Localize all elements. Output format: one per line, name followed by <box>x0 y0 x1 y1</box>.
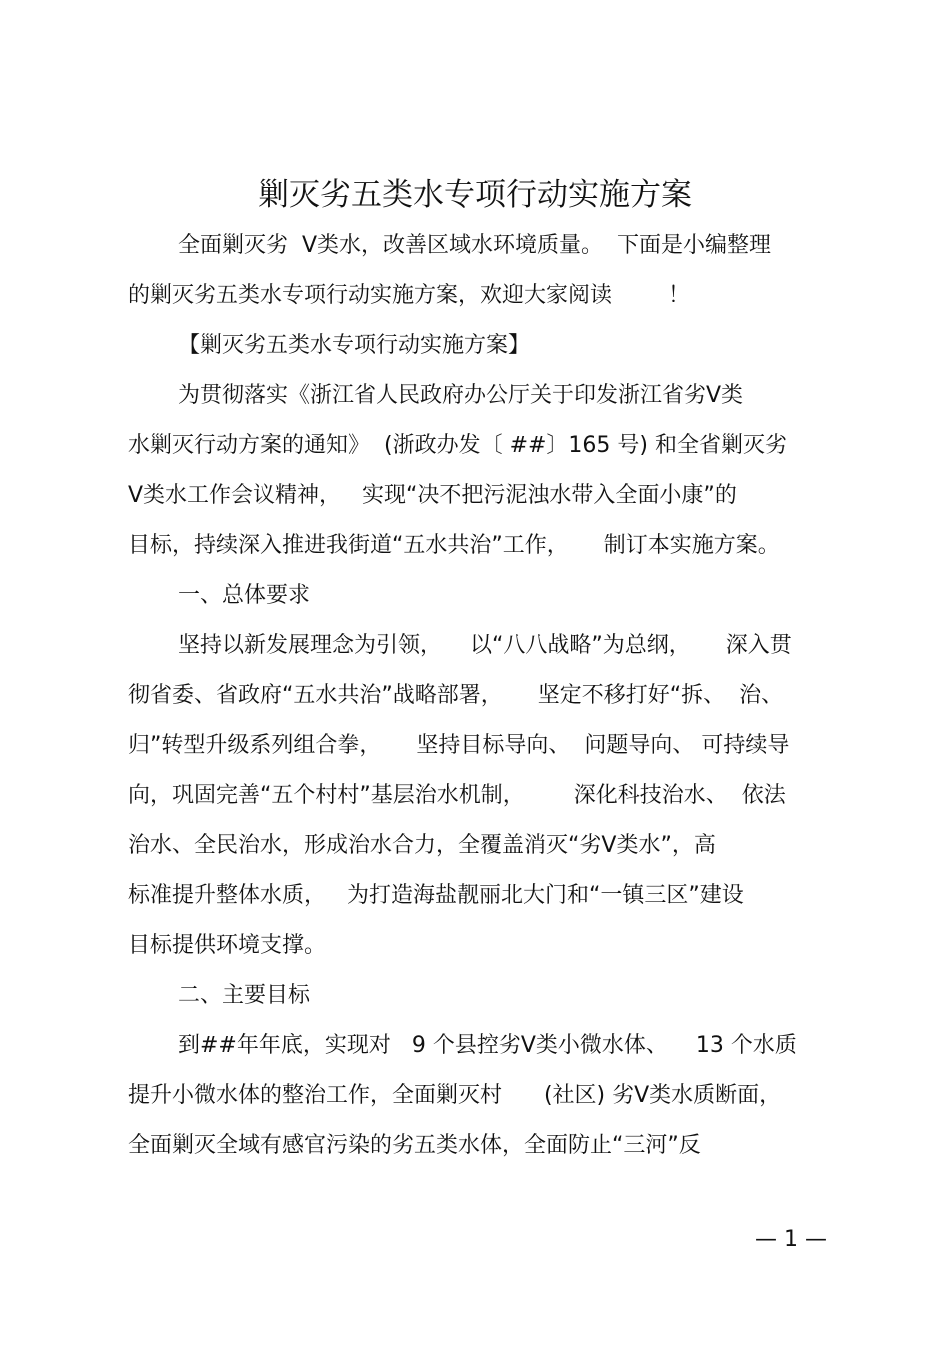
paragraph-line: 目标，持续深入推进我街道“五水共治”工作， 制订本实施方案。 <box>128 533 780 558</box>
page-number: — 1 — <box>755 1227 827 1252</box>
section-heading: 二、主要目标 <box>178 983 311 1008</box>
paragraph-line: 全面剿灭劣 Ⅴ类水，改善区域水环境质量。 下面是小编整理 <box>178 233 772 258</box>
paragraph-line: 坚持以新发展理念为引领， 以“八八战略”为总纲， 深入贯 <box>178 633 792 658</box>
paragraph-line: 水剿灭行动方案的通知》 (浙政办发〔 ##〕165 号) 和全省剿灭劣 <box>128 433 787 458</box>
paragraph-line: 提升小微水体的整治工作，全面剿灭村 (社区) 劣Ⅴ类水质断面， <box>128 1083 782 1108</box>
paragraph-line: 标准提升整体水质， 为打造海盐靓丽北大门和“一镇三区”建设 <box>128 883 744 908</box>
paragraph-line: Ⅴ类水工作会议精神， 实现“决不把污泥浊水带入全面小康”的 <box>128 483 737 508</box>
paragraph-line: 为贯彻落实《浙江省人民政府办公厅关于印发浙江省劣Ⅴ类 <box>178 383 744 408</box>
paragraph-line: 的剿灭劣五类水专项行动实施方案，欢迎大家阅读 ！ <box>128 283 690 308</box>
paragraph-line: 目标提供环境支撑。 <box>128 933 327 958</box>
paragraph-line: 到##年年底，实现对 9 个县控劣Ⅴ类小微水体、 13 个水质 <box>178 1033 797 1058</box>
paragraph-line: 全面剿灭全域有感官污染的劣五类水体，全面防止“三河”反 <box>128 1133 701 1158</box>
paragraph-line: 归”转型升级系列组合拳， 坚持目标导向、 问题导向、 可持续导 <box>128 733 790 758</box>
document-title: 剿灭劣五类水专项行动实施方案 <box>258 177 692 213</box>
paragraph-line: 向，巩固完善“五个村村”基层治水机制， 深化科技治水、 依法 <box>128 783 786 808</box>
paragraph-line: 彻省委、省政府“五水共治”战略部署， 坚定不移打好“拆、 治、 <box>128 683 784 708</box>
paragraph-line: 治水、全民治水，形成治水合力，全覆盖消灭“劣Ⅴ类水”，高 <box>128 833 716 858</box>
section-heading: 【剿灭劣五类水专项行动实施方案】 <box>178 333 531 358</box>
section-heading: 一、总体要求 <box>178 583 311 608</box>
